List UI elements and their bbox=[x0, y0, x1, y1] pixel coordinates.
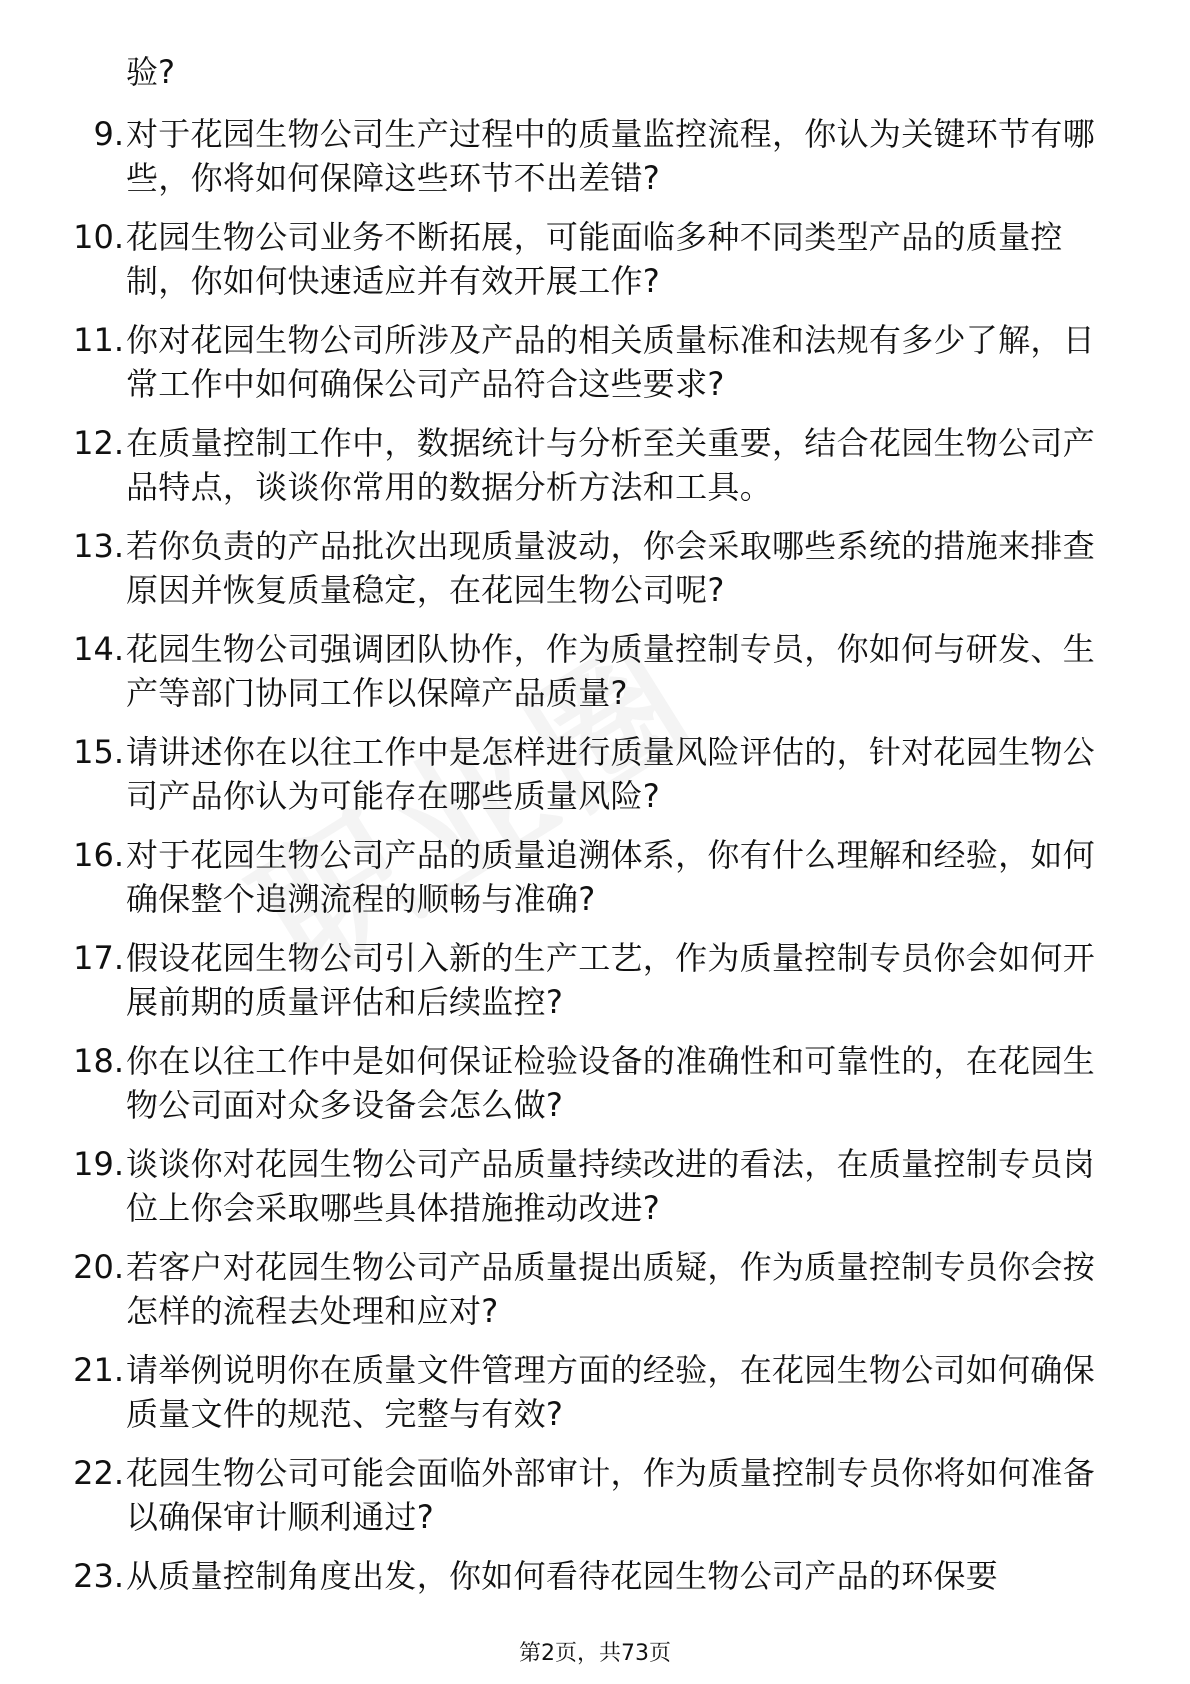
list-item bbox=[0, 1451, 1190, 1554]
question-number: 9. bbox=[93, 115, 124, 153]
question-list bbox=[0, 112, 1190, 1657]
list-item bbox=[0, 421, 1190, 524]
question-number: 22. bbox=[73, 1454, 124, 1492]
question-number: 16. bbox=[73, 836, 124, 874]
question-text: 你在以往工作中是如何保证检验设备的准确性和可靠性的，在花园生物公司面对众多设备会怎么做? bbox=[126, 1042, 1096, 1124]
question-text: 请举例说明你在质量文件管理方面的经验，在花园生物公司如何确保质量文件的规范、完整与有效? bbox=[126, 1351, 1096, 1433]
question-number: 15. bbox=[73, 733, 124, 771]
question-text: 对于花园生物公司产品的质量追溯体系，你有什么理解和经验，如何确保整个追溯流程的顺畅与准确? bbox=[126, 836, 1096, 918]
question-text: 谈谈你对花园生物公司产品质量持续改进的看法，在质量控制专员岗位上你会采取哪些具体措施推动改进? bbox=[126, 1145, 1096, 1227]
question-text: 花园生物公司业务不断拓展，可能面临多种不同类型产品的质量控制，你如何快速适应并有效开展工作? bbox=[126, 218, 1063, 300]
question-text: 对于花园生物公司生产过程中的质量监控流程，你认为关键环节有哪些，你将如何保障这些环节不出差错? bbox=[126, 115, 1096, 197]
list-item bbox=[0, 524, 1190, 627]
question-number: 23. bbox=[73, 1557, 124, 1595]
list-item bbox=[0, 833, 1190, 936]
question-text: 若你负责的产品批次出现质量波动，你会采取哪些系统的措施来排查原因并恢复质量稳定，在花园生物公司呢? bbox=[126, 527, 1096, 609]
page-footer: 第2页，共73页 bbox=[519, 1641, 671, 1666]
list-item bbox=[0, 936, 1190, 1039]
question-number: 21. bbox=[73, 1351, 124, 1389]
question-number: 11. bbox=[73, 321, 124, 359]
question-number: 20. bbox=[73, 1248, 124, 1286]
question-text: 你对花园生物公司所涉及产品的相关质量标准和法规有多少了解，日常工作中如何确保公司产品符合这些要求? bbox=[126, 321, 1096, 403]
question-number: 19. bbox=[73, 1145, 124, 1183]
list-item bbox=[0, 1039, 1190, 1142]
question-text: 花园生物公司强调团队协作，作为质量控制专员，你如何与研发、生产等部门协同工作以保障产品质量? bbox=[126, 630, 1096, 712]
list-item bbox=[0, 1348, 1190, 1451]
question-number: 14. bbox=[73, 630, 124, 668]
list-item bbox=[0, 1245, 1190, 1348]
continued-question-text: 验? bbox=[126, 53, 175, 91]
list-item bbox=[0, 215, 1190, 318]
list-item bbox=[0, 730, 1190, 833]
question-text: 假设花园生物公司引入新的生产工艺，作为质量控制专员你会如何开展前期的质量评估和后续监控? bbox=[126, 939, 1096, 1021]
question-number: 10. bbox=[73, 218, 124, 256]
question-text: 花园生物公司可能会面临外部审计，作为质量控制专员你将如何准备以确保审计顺利通过? bbox=[126, 1454, 1096, 1536]
question-text: 请讲述你在以往工作中是怎样进行质量风险评估的，针对花园生物公司产品你认为可能存在哪些质量风险? bbox=[126, 733, 1096, 815]
question-text: 从质量控制角度出发，你如何看待花园生物公司产品的环保要 bbox=[126, 1557, 999, 1595]
list-item bbox=[0, 112, 1190, 215]
question-number: 17. bbox=[73, 939, 124, 977]
question-text: 在质量控制工作中，数据统计与分析至关重要，结合花园生物公司产品特点，谈谈你常用的数据分析方法和工具。 bbox=[126, 424, 1096, 506]
question-text: 若客户对花园生物公司产品质量提出质疑，作为质量控制专员你会按怎样的流程去处理和应对? bbox=[126, 1248, 1096, 1330]
list-item bbox=[0, 318, 1190, 421]
list-item bbox=[0, 627, 1190, 730]
question-number: 13. bbox=[73, 527, 124, 565]
question-number: 18. bbox=[73, 1042, 124, 1080]
question-number: 12. bbox=[73, 424, 124, 462]
list-item bbox=[0, 1142, 1190, 1245]
